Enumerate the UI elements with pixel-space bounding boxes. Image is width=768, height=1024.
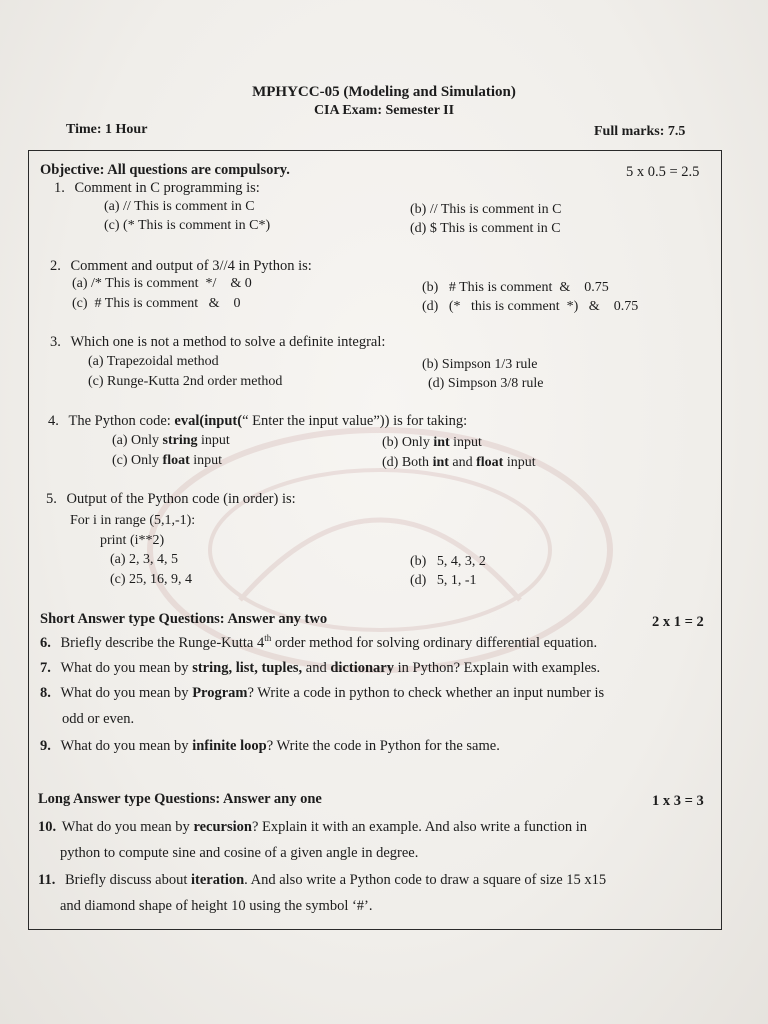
question-text: What do you mean by [60, 738, 193, 754]
question-number: 3. [50, 334, 61, 350]
question-text-end: order method for solving ordinary differential equation. [271, 634, 598, 651]
question-6 [40, 633, 597, 652]
option-text: (d) Both [382, 455, 433, 470]
q3-option-b: (b) Simpson 1/3 rule [422, 357, 538, 372]
question-number: 1. [54, 180, 65, 196]
q2-option-a: (a) /* This is comment */ & 0 [72, 276, 252, 291]
option-keyword: int [432, 455, 449, 470]
question-text: Briefly describe the Runge-Kutta 4 [60, 634, 265, 651]
full-marks-label: Full marks: 7.5 [594, 124, 686, 139]
q1-option-b: (b) // This is comment in C [410, 202, 562, 217]
objective-heading [40, 162, 290, 179]
q5-option-d: (d) 5, 1, -1 [410, 573, 477, 588]
question-keyword: iteration [191, 872, 245, 888]
question-text: Briefly discuss about [64, 872, 192, 888]
question-text: What do you mean by [61, 819, 194, 835]
question-7 [40, 660, 600, 677]
question-text-end: ? Explain it with an example. And also write a function in [251, 819, 587, 835]
question-9 [40, 738, 500, 755]
exam-title: MPHYCC-05 (Modeling and Simulation) [252, 84, 516, 100]
time-label: Time: 1 Hour [66, 122, 148, 137]
question-number: 11. [38, 872, 56, 888]
option-text-end: input [197, 433, 230, 448]
question-number: 9. [40, 738, 51, 754]
question-11-line-2: and diamond shape of height 10 using the symbol ‘#’. [60, 898, 373, 914]
long-answer-heading: Long Answer type Questions: Answer any one [38, 791, 322, 807]
long-answer-marks: 1 x 3 = 3 [652, 793, 704, 809]
question-11 [38, 872, 606, 889]
question-10 [38, 819, 587, 836]
question-3 [50, 334, 385, 351]
question-code: eval(input( [174, 413, 243, 429]
objective-marks: 5 x 0.5 = 2.5 [626, 164, 700, 180]
q4-option-b [382, 435, 482, 451]
question-number: 6. [40, 634, 51, 651]
q2-option-c: (c) # This is comment & 0 [72, 296, 241, 311]
question-number: 2. [50, 258, 61, 274]
question-number: 8. [40, 685, 51, 701]
question-keyword: Program [192, 685, 248, 701]
question-text-end: in Python? Explain with examples. [393, 660, 601, 676]
question-keyword: infinite loop [192, 738, 267, 754]
option-text-end: input [503, 455, 536, 470]
question-keyword: string, list, tuples, [192, 660, 303, 676]
question-5 [46, 491, 296, 508]
q5-code-line-1: For i in range (5,1,-1): [70, 513, 196, 528]
question-4 [48, 413, 467, 430]
question-keyword-2: dictionary [330, 660, 394, 676]
question-1 [54, 180, 260, 197]
option-text-end: input [449, 435, 482, 450]
question-8 [40, 685, 604, 702]
question-text-mid: and [302, 660, 331, 676]
q5-option-c: (c) 25, 16, 9, 4 [110, 572, 193, 587]
question-text: Comment and output of 3//4 in Python is: [70, 258, 312, 274]
q1-option-a: (a) // This is comment in C [104, 199, 255, 214]
q5-code-line-2: print (i**2) [100, 533, 165, 548]
q2-option-b: (b) # This is comment & 0.75 [422, 280, 609, 295]
q1-option-c: (c) (* This is comment in C*) [104, 218, 271, 233]
option-keyword: int [433, 435, 450, 450]
q3-option-a: (a) Trapezoidal method [88, 354, 219, 369]
question-8-line-2: odd or even. [62, 711, 135, 727]
question-text: Comment in C programming is: [74, 180, 260, 196]
q3-option-c: (c) Runge-Kutta 2nd order method [88, 374, 283, 389]
short-answer-heading: Short Answer type Questions: Answer any two [40, 611, 328, 627]
question-number: 10. [38, 819, 57, 835]
question-10-line-2: python to compute sine and cosine of a given angle in degree. [60, 845, 419, 861]
question-text: What do you mean by [60, 685, 193, 701]
option-text-end: input [189, 453, 223, 468]
q1-option-d: (d) $ This is comment in C [410, 221, 561, 236]
question-text-end: ? Write the code in Python for the same. [266, 738, 500, 754]
question-text: Which one is not a method to solve a definite integral: [70, 334, 386, 350]
q3-option-d: (d) Simpson 3/8 rule [428, 376, 544, 391]
question-keyword: recursion [193, 819, 252, 835]
question-text: Output of the Python code (in order) is: [66, 491, 296, 507]
option-text: (c) Only [112, 453, 163, 468]
q4-option-d [382, 455, 536, 471]
superscript: th [264, 633, 272, 643]
objective-heading-text: Objective: All questions are compulsory. [40, 162, 290, 178]
question-text: What do you mean by [60, 660, 193, 676]
question-number: 7. [40, 660, 51, 676]
short-answer-marks: 2 x 1 = 2 [652, 614, 704, 630]
q4-option-a [112, 433, 230, 449]
option-keyword-2: float [476, 455, 504, 470]
option-keyword: string [162, 433, 198, 448]
exam-subtitle: CIA Exam: Semester II [313, 103, 455, 118]
question-number: 4. [48, 413, 59, 429]
question-2 [50, 258, 312, 275]
q4-option-c [112, 453, 222, 469]
option-text: (a) Only [112, 433, 163, 448]
option-text-mid: and [448, 455, 477, 470]
question-number: 5. [46, 491, 57, 507]
q2-option-d: (d) (* this is comment *) & 0.75 [422, 299, 639, 314]
question-text: The Python code: [68, 413, 175, 429]
option-text: (b) Only [382, 435, 434, 450]
question-text-end: . And also write a Python code to draw a square of size 15 x15 [244, 872, 607, 888]
question-text-end: ? Write a code in python to check whether an input number is [247, 685, 605, 701]
q5-option-b: (b) 5, 4, 3, 2 [410, 554, 486, 569]
q5-option-a: (a) 2, 3, 4, 5 [110, 552, 179, 567]
question-text-end: “ Enter the input value”)) is for taking: [242, 413, 468, 429]
option-keyword: float [162, 453, 190, 468]
